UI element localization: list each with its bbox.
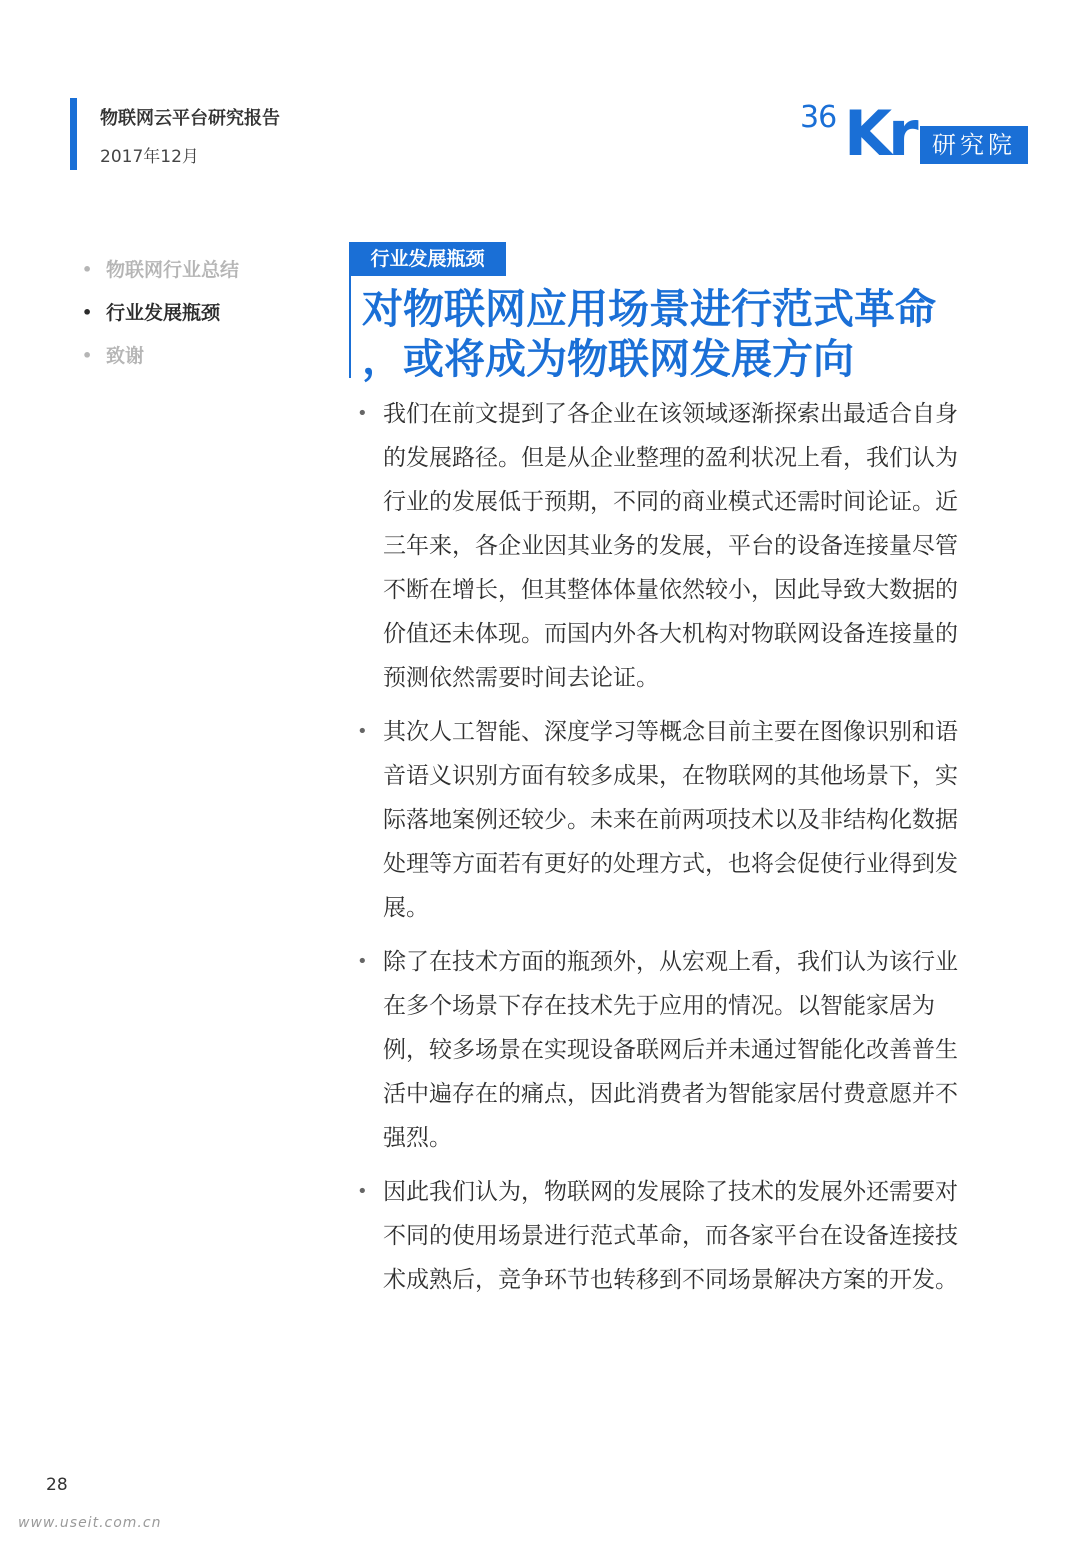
report-date: 2017年12月 (100, 147, 199, 167)
title-rule (349, 276, 351, 378)
bullet-dot-icon: • (357, 721, 368, 742)
page-number: 28 (46, 1475, 68, 1495)
list-item (357, 710, 977, 930)
logo-letters: Kr (844, 97, 915, 170)
bullet-text: 其次人工智能、深度学习等概念目前主要在图像识别和语音语义识别方面有较多成果，在物联网的其他场景下，实际落地案例还较少。未来在前两项技术以及非结构化数据处理等方面若有更好的处理方式，也将会促使行业得到发展。 (383, 719, 958, 921)
toc-item-bottleneck[interactable] (82, 291, 239, 334)
bullet-list (357, 392, 977, 1312)
toc-item-label: 行业发展瓶颈 (106, 301, 221, 324)
list-item (357, 940, 977, 1160)
title-line-1: 对物联网应用场景进行范式革命 (362, 285, 936, 333)
bullet-dot-icon: • (82, 345, 93, 365)
toc-item-label: 物联网行业总结 (106, 258, 240, 281)
brand-logo (800, 97, 1030, 170)
list-item (357, 392, 977, 700)
bullet-dot-icon: • (357, 1181, 368, 1202)
page-title (362, 284, 982, 384)
header-accent-bar (70, 98, 77, 170)
logo-box-text: 研究院 (920, 126, 1028, 164)
bullet-dot-icon: • (357, 403, 368, 424)
report-title: 物联网云平台研究报告 (100, 108, 280, 129)
bullet-text: 因此我们认为，物联网的发展除了技术的发展外还需要对不同的使用场景进行范式革命，而各家平台在设备连接技术成熟后，竞争环节也转移到不同场景解决方案的开发。 (383, 1179, 958, 1293)
section-tag: 行业发展瓶颈 (349, 242, 506, 276)
bullet-text: 除了在技术方面的瓶颈外，从宏观上看，我们认为该行业在多个场景下存在技术先于应用的情况。以智能家居为例，较多场景在实现设备联网后并未通过智能化改善普生活中遍存在的痛点，因此消费者为智能家居付费意愿并不强烈。 (383, 949, 958, 1151)
bullet-dot-icon: • (82, 302, 93, 322)
table-of-contents (82, 248, 239, 377)
list-item (357, 1170, 977, 1302)
bullet-text: 我们在前文提到了各企业在该领域逐渐探索出最适合自身的发展路径。但是从企业整理的盈利状况上看，我们认为行业的发展低于预期，不同的商业模式还需时间论证。近三年来，各企业因其业务的发展，平台的设备连接量尽管不断在增长，但其整体体量依然较小，因此导致大数据的价值还未体现。而国内外各大机构对物联网设备连接量的预测依然需要时间去论证。 (383, 401, 958, 691)
watermark: www.useit.com.cn (18, 1515, 162, 1531)
toc-item-summary[interactable] (82, 248, 239, 291)
bullet-dot-icon: • (357, 951, 368, 972)
title-line-2: ，或将成为物联网发展方向 (362, 335, 854, 383)
toc-item-label: 致谢 (106, 344, 145, 367)
logo-number: 36 (800, 100, 837, 135)
bullet-dot-icon: • (82, 259, 93, 279)
toc-item-thanks[interactable] (82, 334, 239, 377)
